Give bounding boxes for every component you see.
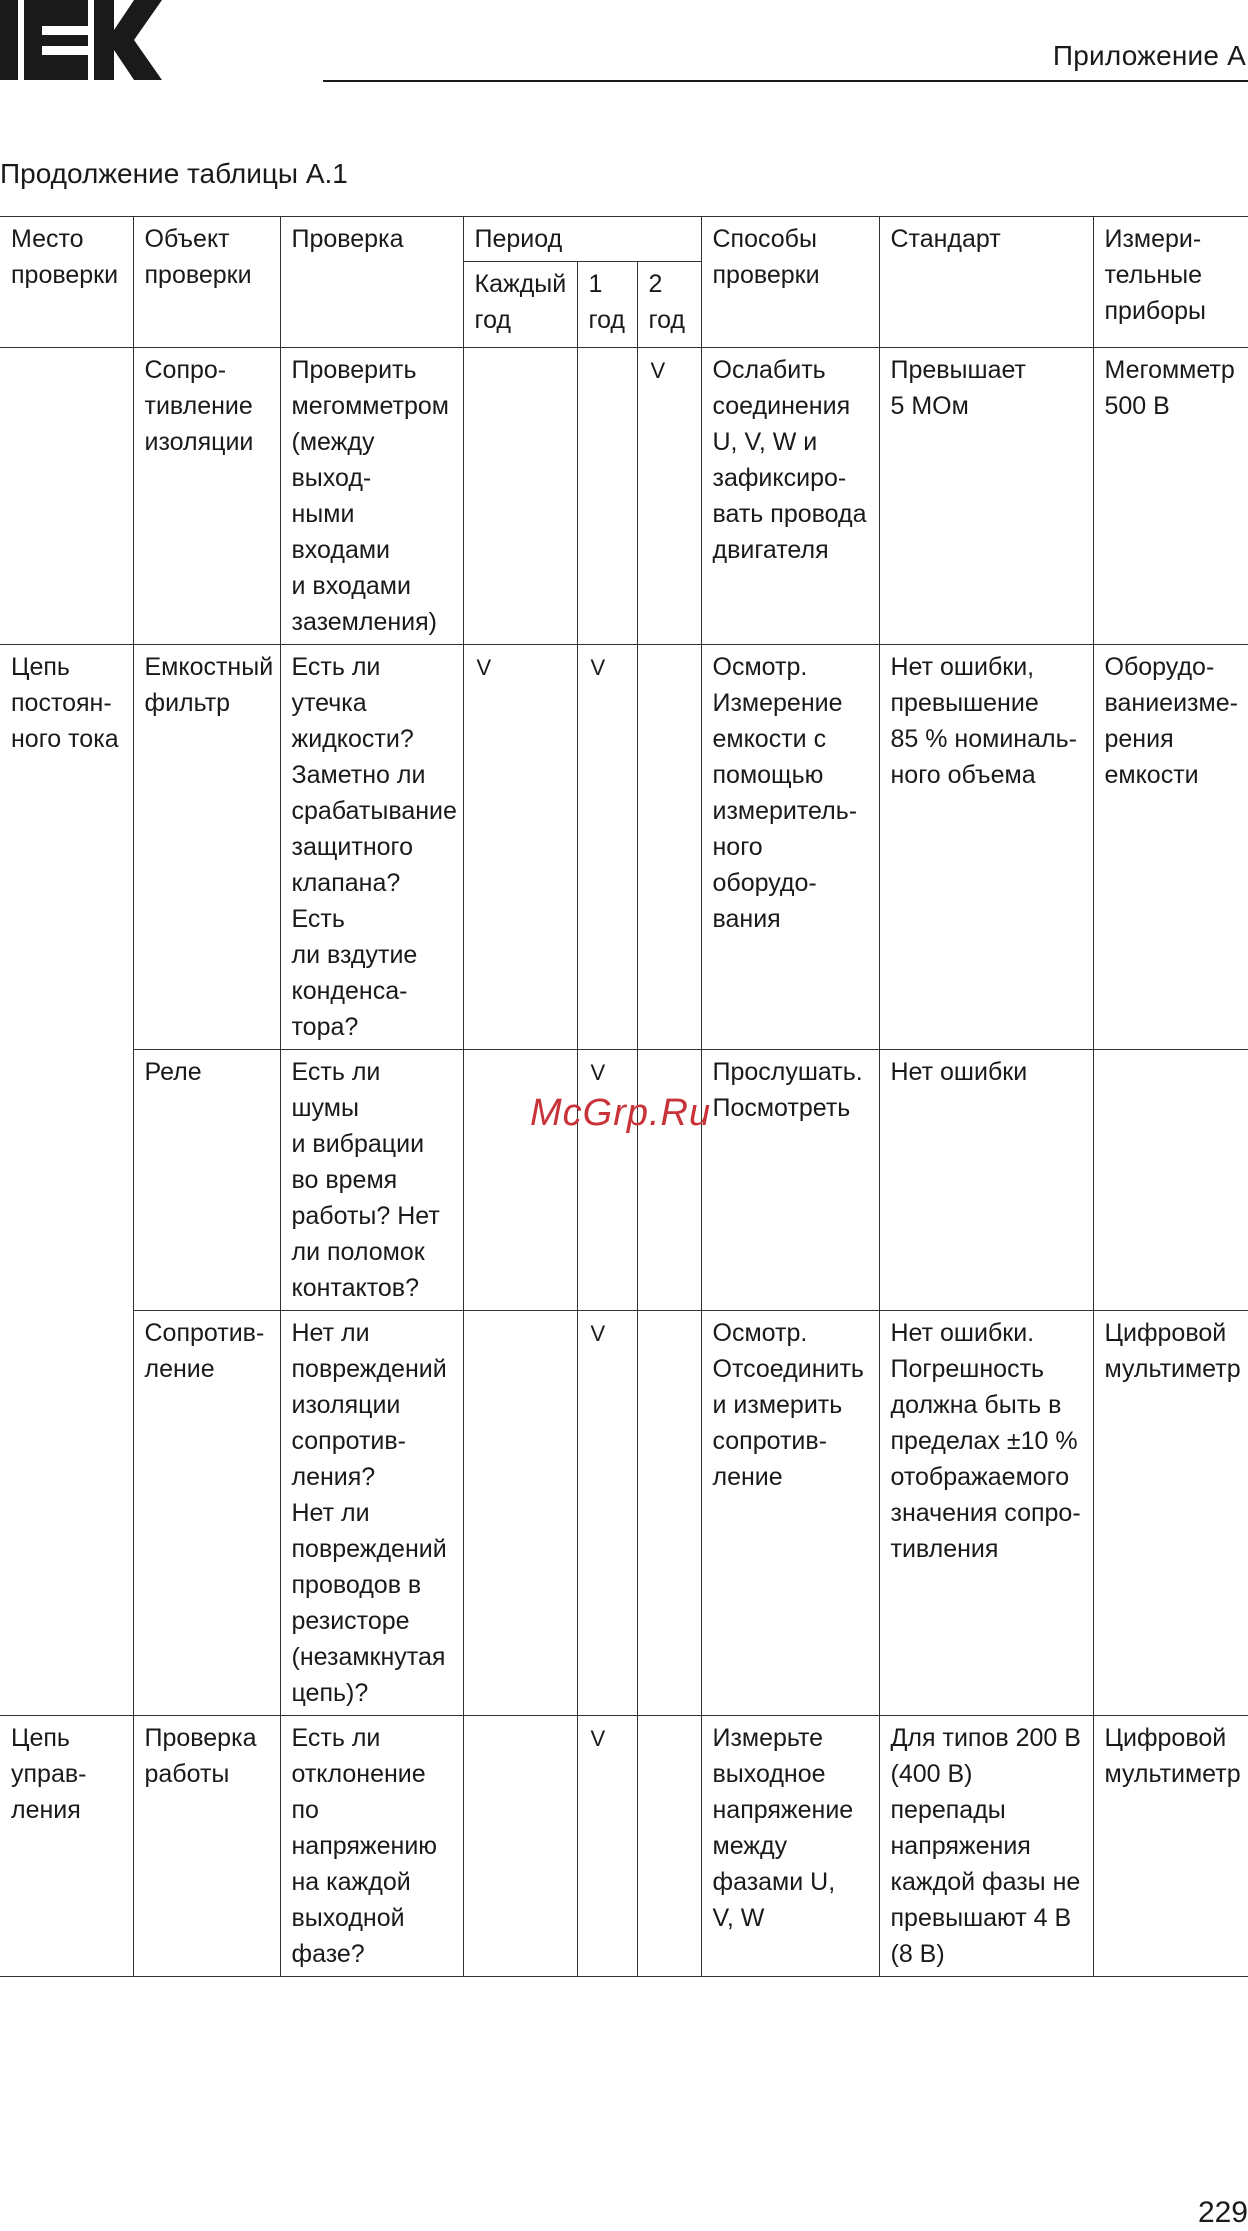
cell-methods: Ослабить соединения U, V, W и зафиксиро- вать провода двигателя — [701, 348, 879, 645]
cell-standard: Для типов 200 В (400 В) перепады напряжения каждой фазы не превышают 4 В (8 В) — [879, 1716, 1093, 1977]
cell-methods: Осмотр. Отсоединить и измерить сопротив- ление — [701, 1311, 879, 1716]
cell-period-1-year — [577, 1050, 637, 1311]
cell-location: Цепь управ- ления — [0, 1716, 133, 1977]
cell-period-2-year — [637, 1050, 701, 1311]
cell-period-2-year — [637, 1311, 701, 1716]
cell-check: Есть ли отклонение по напряжению на каждой выходной фазе? — [280, 1716, 463, 1977]
header-period-every-year: Каждый год — [463, 262, 577, 348]
period-mark: V — [590, 1321, 606, 1346]
cell-object: Емкостный фильтр — [133, 645, 280, 1050]
cell-period-every-year — [463, 348, 577, 645]
table-row — [0, 645, 1248, 1050]
table-row — [0, 1311, 1248, 1716]
cell-standard: Превышает 5 МОм — [879, 348, 1093, 645]
cell-methods: Измерьте выходное напряжение между фазами U, V, W — [701, 1716, 879, 1977]
period-mark: V — [590, 655, 606, 680]
cell-check: Нет ли повреждений изоляции сопротив- ления? Нет ли повреждений проводов в резисторе (незамкнутая цепь)? — [280, 1311, 463, 1716]
cell-instruments: Мегомметр 500 В — [1093, 348, 1248, 645]
cell-period-2-year — [637, 645, 701, 1050]
header-location: Место проверки — [0, 217, 133, 348]
cell-period-every-year — [463, 1050, 577, 1311]
table-row — [0, 1050, 1248, 1311]
cell-period-every-year — [463, 645, 577, 1050]
cell-standard: Нет ошибки, превышение 85 % номиналь- ного объема — [879, 645, 1093, 1050]
cell-methods: Прослушать. Посмотреть — [701, 1050, 879, 1311]
cell-instruments — [1093, 1050, 1248, 1311]
header-check: Проверка — [280, 217, 463, 348]
cell-standard: Нет ошибки. Погрешность должна быть в пределах ±10 % отображаемого значения сопро- тивления — [879, 1311, 1093, 1716]
cell-period-every-year — [463, 1716, 577, 1977]
header-methods: Способы проверки — [701, 217, 879, 348]
header-period: Период — [463, 217, 701, 262]
section-label: Приложение А — [1052, 40, 1246, 71]
period-mark: V — [590, 1726, 606, 1751]
cell-object: Реле — [133, 1050, 280, 1311]
iek-logo — [0, 0, 162, 80]
cell-instruments: Цифровой мультиметр — [1093, 1716, 1248, 1977]
header-standard: Стандарт — [879, 217, 1093, 348]
period-mark: V — [476, 655, 492, 680]
period-mark: V — [590, 1060, 606, 1085]
header-period-1-year: 1 год — [577, 262, 637, 348]
cell-methods: Осмотр. Измерение емкости с помощью измеритель- ного оборудо- вания — [701, 645, 879, 1050]
cell-period-1-year — [577, 348, 637, 645]
cell-location — [0, 348, 133, 645]
header-instruments: Измери- тельные приборы — [1093, 217, 1248, 348]
table-row — [0, 348, 1248, 645]
header-period-2-year: 2 год — [637, 262, 701, 348]
cell-period-1-year — [577, 645, 637, 1050]
header-rule — [323, 80, 1248, 82]
cell-instruments: Цифровой мультиметр — [1093, 1311, 1248, 1716]
cell-standard: Нет ошибки — [879, 1050, 1093, 1311]
table-row — [0, 1716, 1248, 1977]
watermark: McGrp.Ru — [530, 1092, 712, 1134]
cell-period-every-year — [463, 1311, 577, 1716]
cell-instruments: Оборудо- ваниеизме- рения емкости — [1093, 645, 1248, 1050]
cell-object: Проверка работы — [133, 1716, 280, 1977]
cell-object: Сопро- тивление изоляции — [133, 348, 280, 645]
table-caption: Продолжение таблицы А.1 — [0, 158, 348, 189]
cell-check: Проверить мегомметром (между выход- ными входами и входами заземления) — [280, 348, 463, 645]
cell-check: Есть ли шумы и вибрации во время работы? Нет ли поломок контактов? — [280, 1050, 463, 1311]
header-object: Объект проверки — [133, 217, 280, 348]
cell-period-1-year — [577, 1716, 637, 1977]
cell-location: Цепь постоян- ного тока — [0, 645, 133, 1716]
cell-period-1-year — [577, 1311, 637, 1716]
cell-check: Есть ли утечка жидкости? Заметно ли срабатывание защитного клапана? Есть ли вздутие конденса- тора? — [280, 645, 463, 1050]
cell-object: Сопротив- ление — [133, 1311, 280, 1716]
period-mark: V — [650, 358, 666, 383]
cell-period-2-year — [637, 1716, 701, 1977]
cell-period-2-year — [637, 348, 701, 645]
page-number: 229 — [1197, 2196, 1248, 2229]
